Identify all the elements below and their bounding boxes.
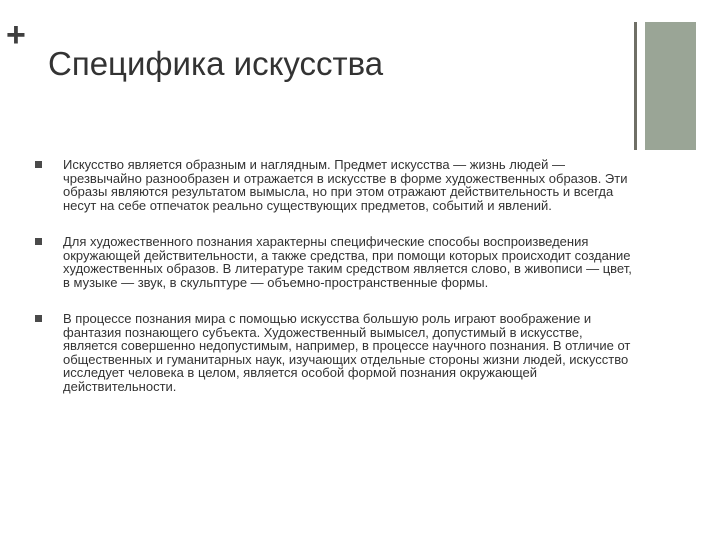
bullet-item	[35, 235, 635, 289]
bullet-text: В процессе познания мира с помощью искусства большую роль играют воображение и фантазия познающего субъекта. Художественный вымысел, допустимый в искусстве, является совершенно недопустимым, например, в процессе научного познания. В отличие от общественных и гуманитарных наук, изучающих отдельные стороны жизни людей, искусство исследует человека в целом, является особой формой познания окружающей действительности.	[63, 311, 631, 394]
decorative-vertical-line	[634, 22, 637, 150]
bullet-item	[35, 312, 635, 393]
square-bullet-icon	[35, 161, 42, 168]
bullet-text: Искусство является образным и наглядным. Предмет искусства — жизнь людей — чрезвычайно разнообразен и отражается в искусстве в форме художественных образов. Эти образы являются результатом вымысла, но при этом отражают действительность и всегда несут на себе отпечаток реально существующих предметов, событий и явлений.	[63, 157, 628, 213]
bullet-list	[35, 158, 635, 416]
decorative-color-block	[645, 22, 696, 150]
bullet-text: Для художественного познания характерны специфические способы воспроизведения окружающей действительности, а также средства, при помощи которых происходит создание художественных образов. В литературе таким средством является слово, в живописи — цвет, в музыке — звук, в скульптуре — объемно-пространственные формы.	[63, 234, 632, 290]
square-bullet-icon	[35, 315, 42, 322]
square-bullet-icon	[35, 238, 42, 245]
bullet-item	[35, 158, 635, 212]
slide-title: Специфика искусства	[48, 45, 384, 82]
plus-icon: +	[6, 16, 26, 54]
